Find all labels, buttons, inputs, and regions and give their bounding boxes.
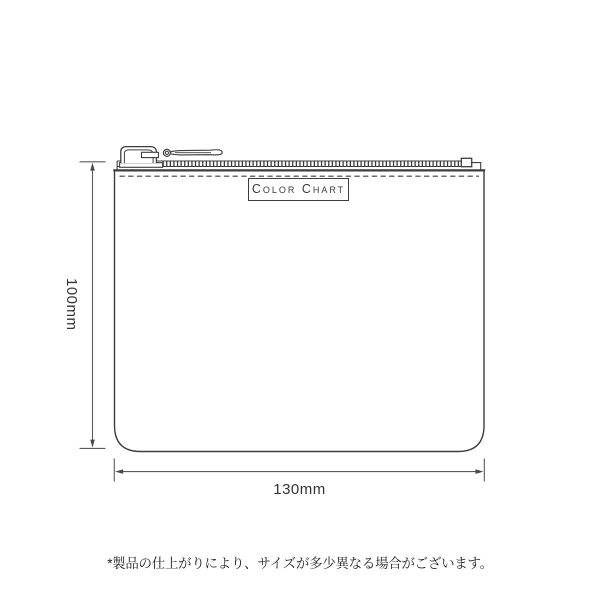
- brand-label-text: Color Chart: [251, 182, 346, 197]
- zipper-end-stop: [461, 158, 471, 166]
- arrow-up-icon: [90, 163, 95, 171]
- zipper-pull-ring: [163, 149, 170, 156]
- height-dimension-label: 100mm: [63, 278, 80, 331]
- pouch-body: [113, 170, 485, 451]
- zipper-slider-lug: [142, 152, 159, 157]
- arrow-left-icon: [115, 469, 123, 474]
- zipper-tape-end-line: [472, 163, 481, 171]
- brand-label: [248, 178, 349, 201]
- size-note: *製品の仕上がりにより、サイズが多少異なる場合がございます。: [107, 556, 493, 571]
- height-dimension: [80, 162, 106, 449]
- zipper-pull-tab: [171, 150, 223, 155]
- zipper-slider-base: [120, 163, 163, 168]
- width-dimension-label: 130mm: [273, 481, 326, 498]
- zipper: [117, 147, 481, 171]
- pull-ring-inner: [165, 151, 168, 154]
- arrow-right-icon: [476, 469, 484, 474]
- arrow-down-icon: [90, 440, 95, 448]
- zipper-slider: [120, 147, 163, 168]
- width-dimension: [114, 459, 484, 482]
- pouch-outline: [115, 171, 485, 452]
